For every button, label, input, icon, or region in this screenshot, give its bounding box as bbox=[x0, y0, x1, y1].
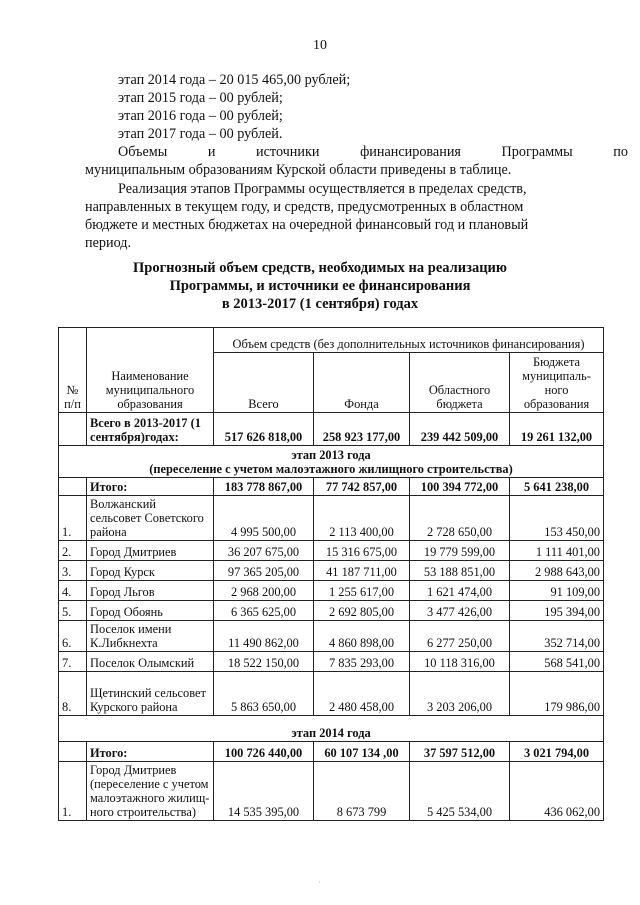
itogo-municipal: 5 641 238,00 bbox=[510, 478, 604, 496]
row-num: 2. bbox=[59, 541, 87, 561]
word: финансирования bbox=[360, 144, 461, 160]
row-municipal: 179 986,00 bbox=[510, 672, 604, 716]
row-fund: 2 692 805,00 bbox=[314, 601, 410, 621]
grand-total-fund: 258 923 177,00 bbox=[314, 413, 410, 446]
row-num: 1. bbox=[59, 762, 87, 821]
row-regional: 53 188 851,00 bbox=[410, 561, 510, 581]
table-row bbox=[59, 762, 604, 821]
stage-2014-itogo-row bbox=[59, 742, 604, 762]
table-row bbox=[59, 581, 604, 601]
itogo-label: Итого: bbox=[87, 478, 214, 496]
page-number: 10 bbox=[313, 38, 327, 53]
table-row bbox=[59, 561, 604, 581]
header-volume: Объем средств (без дополнительных источников финансирования) bbox=[214, 328, 604, 353]
stage-2013-subtitle: (переселение с учетом малоэтажного жилищного строительства) bbox=[149, 462, 513, 476]
paragraph-implementation-line: бюджете и местных бюджетах на очередной финансовый год и плановый bbox=[85, 217, 529, 233]
row-fund: 15 316 675,00 bbox=[314, 541, 410, 561]
table-row bbox=[59, 672, 604, 716]
row-num: 1. bbox=[59, 496, 87, 541]
itogo-regional: 37 597 512,00 bbox=[410, 742, 510, 762]
row-total: 11 490 862,00 bbox=[214, 621, 314, 652]
word: источники bbox=[256, 144, 320, 160]
paragraph-implementation-line: Реализация этапов Программы осуществляется в пределах средств, bbox=[118, 181, 527, 197]
row-regional: 3 477 426,00 bbox=[410, 601, 510, 621]
row-num: 6. bbox=[59, 621, 87, 652]
table-title bbox=[0, 259, 640, 313]
itogo-fund: 77 742 857,00 bbox=[314, 478, 410, 496]
itogo-municipal: 3 021 794,00 bbox=[510, 742, 604, 762]
table-title-line: в 2013-2017 (1 сентября) годах bbox=[221, 296, 419, 312]
paragraph-sources-line1 bbox=[118, 143, 628, 161]
paragraph-implementation-line: направленных в текущем году, и средств, предусмотренных в областном bbox=[85, 199, 524, 215]
word: Объемы bbox=[118, 144, 168, 160]
row-fund: 7 835 293,00 bbox=[314, 652, 410, 672]
stage-line: этап 2017 года – 00 рублей. bbox=[118, 126, 283, 142]
table-row bbox=[59, 541, 604, 561]
row-fund: 2 480 458,00 bbox=[314, 672, 410, 716]
row-regional: 3 203 206,00 bbox=[410, 672, 510, 716]
word: по bbox=[613, 144, 628, 160]
stage-2013-header bbox=[59, 446, 604, 478]
header-municipal: Бюджета муниципаль-ного образования bbox=[510, 353, 604, 413]
itogo-label: Итого: bbox=[87, 742, 214, 762]
row-total: 97 365 205,00 bbox=[214, 561, 314, 581]
row-name: Город Льгов bbox=[87, 581, 214, 601]
table-row bbox=[59, 601, 604, 621]
row-num: 4. bbox=[59, 581, 87, 601]
header-num: № п/п bbox=[59, 328, 87, 413]
paragraph-implementation-line: период. bbox=[85, 235, 132, 251]
grand-total-total: 517 626 818,00 bbox=[214, 413, 314, 446]
word: Программы bbox=[501, 144, 573, 160]
row-regional: 2 728 650,00 bbox=[410, 496, 510, 541]
table-row bbox=[59, 652, 604, 672]
financing-table bbox=[58, 327, 604, 821]
row-municipal: 91 109,00 bbox=[510, 581, 604, 601]
table-row bbox=[59, 621, 604, 652]
row-num: 7. bbox=[59, 652, 87, 672]
row-municipal: 352 714,00 bbox=[510, 621, 604, 652]
row-name: Город Курск bbox=[87, 561, 214, 581]
row-num: 3. bbox=[59, 561, 87, 581]
table-row bbox=[59, 496, 604, 541]
row-municipal: 153 450,00 bbox=[510, 496, 604, 541]
grand-total-row bbox=[59, 413, 604, 446]
row-total: 36 207 675,00 bbox=[214, 541, 314, 561]
word: и bbox=[207, 144, 216, 160]
row-regional: 19 779 599,00 bbox=[410, 541, 510, 561]
itogo-total: 100 726 440,00 bbox=[214, 742, 314, 762]
row-fund: 2 113 400,00 bbox=[314, 496, 410, 541]
itogo-total: 183 778 867,00 bbox=[214, 478, 314, 496]
row-municipal: 2 988 643,00 bbox=[510, 561, 604, 581]
row-municipal: 1 111 401,00 bbox=[510, 541, 604, 561]
table-title-line: Прогнозный объем средств, необходимых на реализацию bbox=[132, 260, 507, 276]
row-name: Щетинский сельсовет Курского района bbox=[87, 672, 214, 716]
stage-2013-title: этап 2013 года bbox=[291, 448, 371, 462]
stage-line: этап 2015 года – 00 рублей; bbox=[118, 90, 283, 106]
row-total: 4 995 500,00 bbox=[214, 496, 314, 541]
table-title-line: Программы, и источники ее финансирования bbox=[169, 278, 471, 294]
header-name: Наименование муниципального образования bbox=[87, 328, 214, 413]
row-fund: 4 860 898,00 bbox=[314, 621, 410, 652]
row-fund: 1 255 617,00 bbox=[314, 581, 410, 601]
row-total: 6 365 625,00 bbox=[214, 601, 314, 621]
paragraph-sources-line2: муниципальным образованиям Курской области приведены в таблице. bbox=[85, 162, 512, 178]
row-name: Город Дмитриев bbox=[87, 541, 214, 561]
row-total: 14 535 395,00 bbox=[214, 762, 314, 821]
row-municipal: 568 541,00 bbox=[510, 652, 604, 672]
row-regional: 1 621 474,00 bbox=[410, 581, 510, 601]
header-total: Всего bbox=[214, 353, 314, 413]
row-name: Город Обоянь bbox=[87, 601, 214, 621]
itogo-regional: 100 394 772,00 bbox=[410, 478, 510, 496]
stage-line: этап 2014 года – 20 015 465,00 рублей; bbox=[118, 72, 351, 88]
row-total: 2 968 200,00 bbox=[214, 581, 314, 601]
stage-2013-itogo-row bbox=[59, 478, 604, 496]
grand-total-regional: 239 442 509,00 bbox=[410, 413, 510, 446]
row-name: Поселок имени К.Либкнехта bbox=[87, 621, 214, 652]
row-municipal: 436 062,00 bbox=[510, 762, 604, 821]
row-municipal: 195 394,00 bbox=[510, 601, 604, 621]
grand-total-label: Всего в 2013-2017 (1 сентября)годах: bbox=[87, 413, 214, 446]
row-total: 18 522 150,00 bbox=[214, 652, 314, 672]
stage-line: этап 2016 года – 00 рублей; bbox=[118, 108, 283, 124]
row-fund: 41 187 711,00 bbox=[314, 561, 410, 581]
row-name: Волжанский сельсовет Советского района bbox=[87, 496, 214, 541]
row-fund: 8 673 799 bbox=[314, 762, 410, 821]
row-name: Город Дмитриев (переселение с учетом малоэтажного жилищ-ного строительства) bbox=[87, 762, 214, 821]
row-regional: 6 277 250,00 bbox=[410, 621, 510, 652]
row-num: 5. bbox=[59, 601, 87, 621]
header-regional: Областного бюджета bbox=[410, 353, 510, 413]
stage-2014-header: этап 2014 года bbox=[59, 716, 604, 742]
header-fund: Фонда bbox=[314, 353, 410, 413]
row-total: 5 863 650,00 bbox=[214, 672, 314, 716]
scan-dot: · bbox=[318, 878, 321, 887]
row-regional: 10 118 316,00 bbox=[410, 652, 510, 672]
row-regional: 5 425 534,00 bbox=[410, 762, 510, 821]
row-name: Поселок Олымский bbox=[87, 652, 214, 672]
grand-total-municipal: 19 261 132,00 bbox=[510, 413, 604, 446]
row-num: 8. bbox=[59, 672, 87, 716]
itogo-fund: 60 107 134 ,00 bbox=[314, 742, 410, 762]
